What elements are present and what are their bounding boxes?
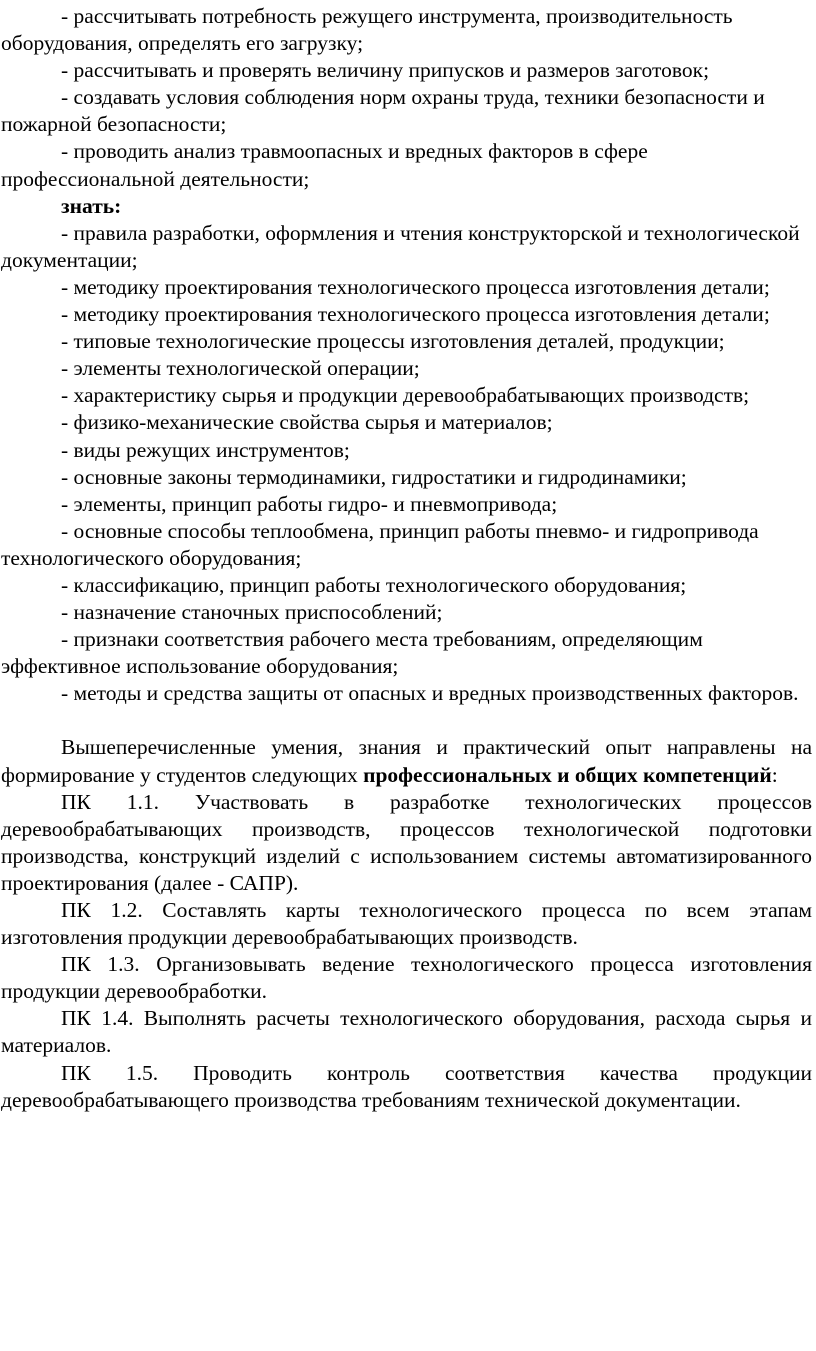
- competencies-intro: [1, 734, 812, 788]
- skill-item: - проводить анализ травмоопасных и вредных факторов в сфере профессиональной деятельности;: [1, 139, 648, 191]
- knowledge-item: - физико-механические свойства сырья и материалов;: [61, 410, 553, 435]
- knowledge-item: - методику проектирования технологического процесса изготовления детали;: [61, 274, 770, 299]
- competency-item: ПК 1.3. Организовывать ведение технологического процесса изготовления продукции деревообработки.: [1, 952, 812, 1004]
- competency-item: ПК 1.5. Проводить контроль соответствия качества продукции деревообрабатывающего производства требованиям технической документации.: [1, 1060, 812, 1112]
- knowledge-item: - методику проектирования технологического процесса изготовления детали;: [61, 302, 770, 327]
- knowledge-item: - характеристику сырья и продукции деревообрабатывающих производств;: [61, 383, 750, 408]
- knowledge-item: - основные законы термодинамики, гидростатики и гидродинамики;: [61, 464, 687, 489]
- knowledge-item: - классификацию, принцип работы технологического оборудования;: [61, 572, 687, 597]
- skill-item: - создавать условия соблюдения норм охраны труда, техники безопасности и пожарной безопасности;: [1, 85, 765, 137]
- intro-end: :: [771, 762, 778, 787]
- knowledge-item: - назначение станочных приспособлений;: [61, 600, 443, 625]
- knowledge-item: - признаки соответствия рабочего места требованиям, определяющим эффективное использование оборудования;: [1, 627, 703, 679]
- know-heading: знать:: [61, 193, 122, 218]
- knowledge-item: - методы и средства защиты от опасных и вредных производственных факторов.: [61, 681, 799, 706]
- skill-item: - рассчитывать и проверять величину припусков и размеров заготовок;: [61, 58, 710, 83]
- know-heading-paragraph: [1, 193, 812, 220]
- paragraph-gap: [1, 707, 812, 734]
- knowledge-item: - типовые технологические процессы изготовления деталей, продукции;: [61, 329, 725, 354]
- intro-text: Вышеперечисленные умения, знания и практический опыт направлены на формирование у студентов следующих: [1, 735, 812, 787]
- competency-item: ПК 1.4. Выполнять расчеты технологического оборудования, расхода сырья и материалов.: [1, 1006, 812, 1058]
- skill-item: - рассчитывать потребность режущего инструмента, производительность оборудования, определять его загрузку;: [1, 4, 733, 56]
- knowledge-item: - основные способы теплообмена, принцип работы пневмо- и гидропривода технологического оборудования;: [1, 518, 759, 570]
- competency-item: ПК 1.1. Участвовать в разработке технологических процессов деревообрабатывающих производств, процессов технологической подготовки производства, конструкций изделий с использованием системы автоматизированного проектирования (далее - САПР).: [1, 789, 812, 895]
- knowledge-item: - элементы технологической операции;: [61, 356, 420, 381]
- knowledge-item: - виды режущих инструментов;: [61, 437, 350, 462]
- competency-item: ПК 1.2. Составлять карты технологического процесса по всем этапам изготовления продукции деревообрабатывающих производств.: [1, 898, 812, 950]
- intro-bold: профессиональных и общих компетенций: [363, 762, 772, 787]
- knowledge-item: - правила разработки, оформления и чтения конструкторской и технологической документации;: [1, 220, 800, 272]
- knowledge-item: - элементы, принцип работы гидро- и пневмопривода;: [61, 491, 558, 516]
